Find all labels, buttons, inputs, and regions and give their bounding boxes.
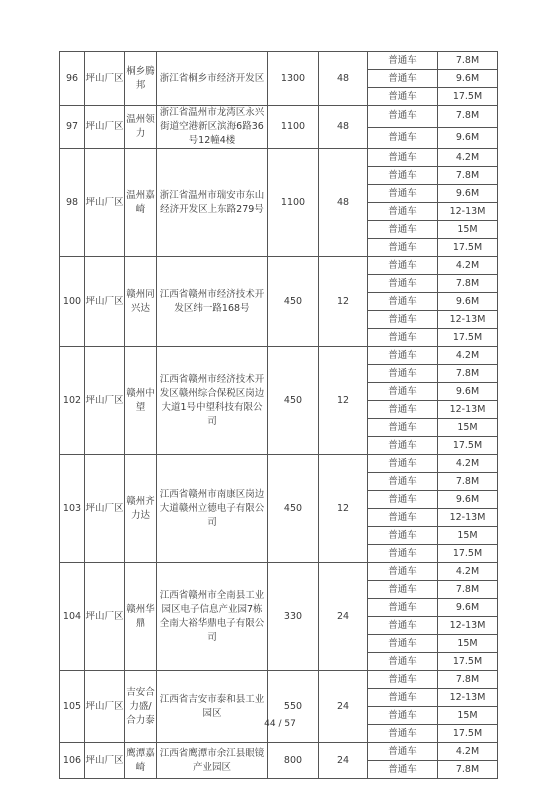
vehicle-type: 普通车 xyxy=(368,599,438,617)
table-row xyxy=(60,52,498,70)
area-value: 1100 xyxy=(268,106,319,149)
vehicle-type: 普通车 xyxy=(368,167,438,185)
vehicle-type: 普通车 xyxy=(368,88,438,106)
vehicle-type: 普通车 xyxy=(368,257,438,275)
row-number: 104 xyxy=(60,563,85,671)
vehicle-size: 7.8M xyxy=(438,275,498,293)
row-number: 100 xyxy=(60,257,85,347)
vehicle-size: 4.2M xyxy=(438,347,498,365)
client-name: 赣州中望 xyxy=(125,347,157,455)
address-cell: 浙江省温州市瑞安市东山经济开发区上东路279号 xyxy=(157,149,268,257)
vehicle-size: 17.5M xyxy=(438,545,498,563)
vehicle-size: 17.5M xyxy=(438,437,498,455)
vehicle-type: 普通车 xyxy=(368,491,438,509)
client-name: 赣州华鼎 xyxy=(125,563,157,671)
row-number: 102 xyxy=(60,347,85,455)
area-value: 330 xyxy=(268,563,319,671)
vehicle-size: 9.6M xyxy=(438,383,498,401)
address-cell: 江西省赣州市南康区岗边大道赣州立德电子有限公司 xyxy=(157,455,268,563)
dock-value: 12 xyxy=(319,257,368,347)
table-row xyxy=(60,455,498,473)
vehicle-size: 4.2M xyxy=(438,149,498,167)
vehicle-size: 15M xyxy=(438,527,498,545)
vehicle-type: 普通车 xyxy=(368,437,438,455)
factory-area: 坪山厂区 xyxy=(85,563,125,671)
vehicle-type: 普通车 xyxy=(368,52,438,70)
vehicle-type: 普通车 xyxy=(368,455,438,473)
vehicle-size: 15M xyxy=(438,707,498,725)
vehicle-size: 7.8M xyxy=(438,473,498,491)
vehicle-type: 普通车 xyxy=(368,293,438,311)
vehicle-type: 普通车 xyxy=(368,239,438,257)
row-number: 103 xyxy=(60,455,85,563)
vehicle-size: 12-13M xyxy=(438,509,498,527)
client-name: 温州嘉崎 xyxy=(125,149,157,257)
factory-area: 坪山厂区 xyxy=(85,671,125,743)
dock-value: 24 xyxy=(319,743,368,779)
vehicle-type: 普通车 xyxy=(368,347,438,365)
table-body xyxy=(60,52,498,779)
address-cell: 江西省吉安市泰和县工业园区 xyxy=(157,671,268,743)
address-cell: 江西省赣州市经济技术开发区赣州综合保税区岗边大道1号中望科技有限公司 xyxy=(157,347,268,455)
factory-area: 坪山厂区 xyxy=(85,455,125,563)
vehicle-type: 普通车 xyxy=(368,545,438,563)
client-name: 赣州同兴达 xyxy=(125,257,157,347)
area-value: 550 xyxy=(268,671,319,743)
address-cell: 浙江省温州市龙湾区永兴街道空港新区滨海6路36号12幢4楼 xyxy=(157,106,268,149)
dock-value: 12 xyxy=(319,455,368,563)
vehicle-type: 普通车 xyxy=(368,203,438,221)
dock-value: 48 xyxy=(319,149,368,257)
vehicle-type: 普通车 xyxy=(368,221,438,239)
area-value: 1100 xyxy=(268,149,319,257)
vehicle-type: 普通车 xyxy=(368,527,438,545)
vehicle-size: 7.8M xyxy=(438,52,498,70)
factory-area: 坪山厂区 xyxy=(85,52,125,106)
table-row xyxy=(60,743,498,761)
dock-value: 48 xyxy=(319,52,368,106)
area-value: 1300 xyxy=(268,52,319,106)
factory-area: 坪山厂区 xyxy=(85,257,125,347)
page-number: 44 / 57 xyxy=(264,719,296,729)
area-value: 800 xyxy=(268,743,319,779)
vehicle-size: 15M xyxy=(438,221,498,239)
vehicle-type: 普通车 xyxy=(368,185,438,203)
vehicle-size: 15M xyxy=(438,635,498,653)
vehicle-type: 普通车 xyxy=(368,70,438,88)
vehicle-type: 普通车 xyxy=(368,743,438,761)
vehicle-type: 普通车 xyxy=(368,617,438,635)
vehicle-size: 4.2M xyxy=(438,563,498,581)
factory-area: 坪山厂区 xyxy=(85,149,125,257)
vehicle-type: 普通车 xyxy=(368,563,438,581)
factory-area: 坪山厂区 xyxy=(85,347,125,455)
row-number: 97 xyxy=(60,106,85,149)
client-name: 桐乡腾邦 xyxy=(125,52,157,106)
vehicle-type: 普通车 xyxy=(368,761,438,779)
vehicle-type: 普通车 xyxy=(368,671,438,689)
dock-value: 12 xyxy=(319,347,368,455)
vehicle-size: 12-13M xyxy=(438,617,498,635)
vehicle-type: 普通车 xyxy=(368,365,438,383)
row-number: 96 xyxy=(60,52,85,106)
address-cell: 浙江省桐乡市经济开发区 xyxy=(157,52,268,106)
vehicle-type: 普通车 xyxy=(368,311,438,329)
vehicle-type: 普通车 xyxy=(368,635,438,653)
address-cell: 江西省赣州市全南县工业园区电子信息产业园7栋全南大裕华鼎电子有限公司 xyxy=(157,563,268,671)
vehicle-size: 9.6M xyxy=(438,599,498,617)
table-row xyxy=(60,347,498,365)
vehicle-size: 9.6M xyxy=(438,293,498,311)
vehicle-size: 4.2M xyxy=(438,743,498,761)
factory-area: 坪山厂区 xyxy=(85,743,125,779)
vehicle-size: 15M xyxy=(438,419,498,437)
vehicle-type: 普通车 xyxy=(368,509,438,527)
client-name: 赣州齐力达 xyxy=(125,455,157,563)
factory-area: 坪山厂区 xyxy=(85,106,125,149)
table-row xyxy=(60,671,498,689)
vehicle-size: 7.8M xyxy=(438,581,498,599)
vehicle-size: 12-13M xyxy=(438,203,498,221)
vehicle-size: 17.5M xyxy=(438,329,498,347)
row-number: 105 xyxy=(60,671,85,743)
vehicle-size: 7.8M xyxy=(438,365,498,383)
table-row xyxy=(60,149,498,167)
table-row xyxy=(60,106,498,128)
vehicle-size: 7.8M xyxy=(438,167,498,185)
vehicle-type: 普通车 xyxy=(368,401,438,419)
vehicle-size: 17.5M xyxy=(438,725,498,743)
address-cell: 江西省赣州市经济技术开发区纬一路168号 xyxy=(157,257,268,347)
vehicle-size: 17.5M xyxy=(438,653,498,671)
vehicle-size: 12-13M xyxy=(438,689,498,707)
vehicle-type: 普通车 xyxy=(368,275,438,293)
vehicle-type: 普通车 xyxy=(368,149,438,167)
vehicle-size: 12-13M xyxy=(438,401,498,419)
dock-value: 48 xyxy=(319,106,368,149)
vehicle-type: 普通车 xyxy=(368,689,438,707)
row-number: 98 xyxy=(60,149,85,257)
client-name: 鹰潭嘉崎 xyxy=(125,743,157,779)
client-name: 温州领力 xyxy=(125,106,157,149)
logistics-table xyxy=(59,51,498,779)
vehicle-size: 7.8M xyxy=(438,671,498,689)
area-value: 450 xyxy=(268,347,319,455)
vehicle-size: 9.6M xyxy=(438,185,498,203)
vehicle-type: 普通车 xyxy=(368,581,438,599)
vehicle-size: 17.5M xyxy=(438,239,498,257)
vehicle-type: 普通车 xyxy=(368,725,438,743)
vehicle-type: 普通车 xyxy=(368,127,438,149)
table-row xyxy=(60,563,498,581)
vehicle-type: 普通车 xyxy=(368,106,438,128)
dock-value: 24 xyxy=(319,671,368,743)
vehicle-size: 7.8M xyxy=(438,761,498,779)
vehicle-size: 4.2M xyxy=(438,257,498,275)
vehicle-type: 普通车 xyxy=(368,419,438,437)
vehicle-type: 普通车 xyxy=(368,653,438,671)
vehicle-type: 普通车 xyxy=(368,329,438,347)
vehicle-type: 普通车 xyxy=(368,383,438,401)
dock-value: 24 xyxy=(319,563,368,671)
vehicle-type: 普通车 xyxy=(368,707,438,725)
area-value: 450 xyxy=(268,455,319,563)
vehicle-type: 普通车 xyxy=(368,473,438,491)
vehicle-size: 12-13M xyxy=(438,311,498,329)
vehicle-size: 9.6M xyxy=(438,70,498,88)
vehicle-size: 17.5M xyxy=(438,88,498,106)
vehicle-size: 9.6M xyxy=(438,127,498,149)
vehicle-size: 9.6M xyxy=(438,491,498,509)
row-number: 106 xyxy=(60,743,85,779)
client-name: 吉安合力盛/合力泰 xyxy=(125,671,157,743)
vehicle-size: 4.2M xyxy=(438,455,498,473)
vehicle-size: 7.8M xyxy=(438,106,498,128)
area-value: 450 xyxy=(268,257,319,347)
address-cell: 江西省鹰潭市余江县眼镜产业园区 xyxy=(157,743,268,779)
table-row xyxy=(60,257,498,275)
